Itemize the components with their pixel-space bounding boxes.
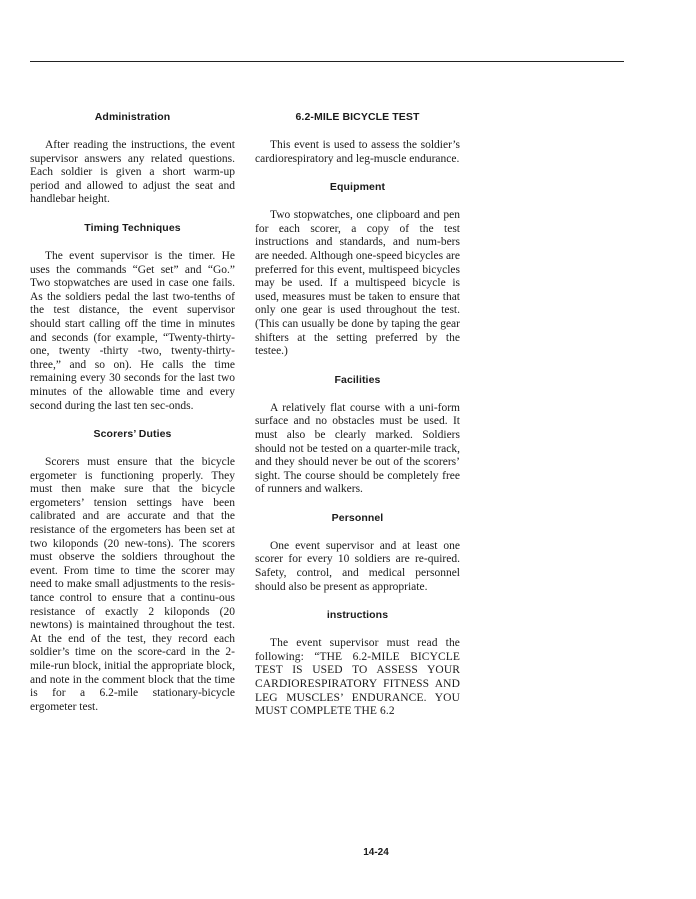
administration-text: After reading the instructions, the event supervisor answers any related questions. Each soldier is given a short warm-up period and allowed to adjust the seat and handlebar height. [30, 139, 235, 206]
page-number: 14-24 [363, 847, 389, 858]
right-column [255, 104, 460, 733]
scorers-duties-heading: Scorers’ Duties [93, 428, 172, 441]
administration-heading: Administration [94, 111, 171, 123]
instructions-heading: instructions [326, 609, 389, 622]
facilities-text: A relatively flat course with a uni-form surface and no obstacles must be used. It must also be clearly marked. Soldiers should not be tested on a quarter-mile track, and they should never be out of the scorers’ sight. The course should be completely free of runners and walkers. [255, 401, 460, 496]
equipment-heading: Equipment [329, 181, 386, 194]
timing-techniques-heading: Timing Techniques [84, 221, 181, 234]
test-title-heading: 6.2-MILE BICYCLE TEST [295, 111, 420, 123]
personnel-heading: Personnel [331, 511, 384, 524]
left-column [30, 104, 235, 728]
timing-techniques-text: The event supervisor is the timer. He uses the commands “Get set” and “Go.” Two stopwatches are used in case one fails. As the soldiers pedal the last two-tenths of the test distance, the event supervisor should start calling off the time in minutes and seconds (for example, “Twenty-thirty-one, twenty -thirty -two, twenty-thirty-three,” and so on). He calls the time remaining every 30 seconds for the last two minutes of the allowable time and every second during the last ten sec-onds. [30, 249, 235, 412]
personnel-text: One event supervisor and at least one scorer for every 10 soldiers are re-quired. Safety, control, and medical personnel should also be present as appropriate. [255, 539, 460, 593]
test-intro-text: This event is used to assess the soldier’s cardiorespiratory and leg-muscle endurance. [255, 139, 460, 165]
instructions-text: The event supervisor must read the following: “THE 6.2-MILE BICYCLE TEST IS USED TO ASSESS YOUR CARDIORESPIRATORY FITNESS AND LEG MUSCLES’ ENDURANCE. YOU MUST COMPLETE THE 6.2 [255, 637, 460, 718]
facilities-heading: Facilities [334, 373, 381, 386]
top-rule [30, 61, 624, 62]
scorers-duties-text: Scorers must ensure that the bicycle ergometer is functioning properly. They must then make sure that the bicycle ergometers’ tension settings have been calibrated and are accurate and that the resistance of the ergometers has been set at two kiloponds (20 new-tons). The scorers must observe the soldiers throughout the event. From time to time the scorer may need to make small adjustments to the resis-tance control to ensure that a continu-ous resistance of exactly 2 kiloponds (20 newtons) is maintained throughout the test. At the end of the test, they record each soldier’s time on the score-card in the 2-mile-run block, initial the appropriate block, and note in the comment block that the time is for a 6.2-mile stationary-bicycle ergometer test. [30, 456, 235, 713]
equipment-text: Two stopwatches, one clipboard and pen for each scorer, a copy of the test instructions and standards, and num-bers are needed. Although one-speed bicycles are preferred for this event, multispeed bicycles may be used. If a multispeed bicycle is used, measures must be taken to ensure that only one gear is used throughout the test. (This can usually be done by taping the gear shifters at the setting preferred by the testee.) [255, 209, 460, 358]
